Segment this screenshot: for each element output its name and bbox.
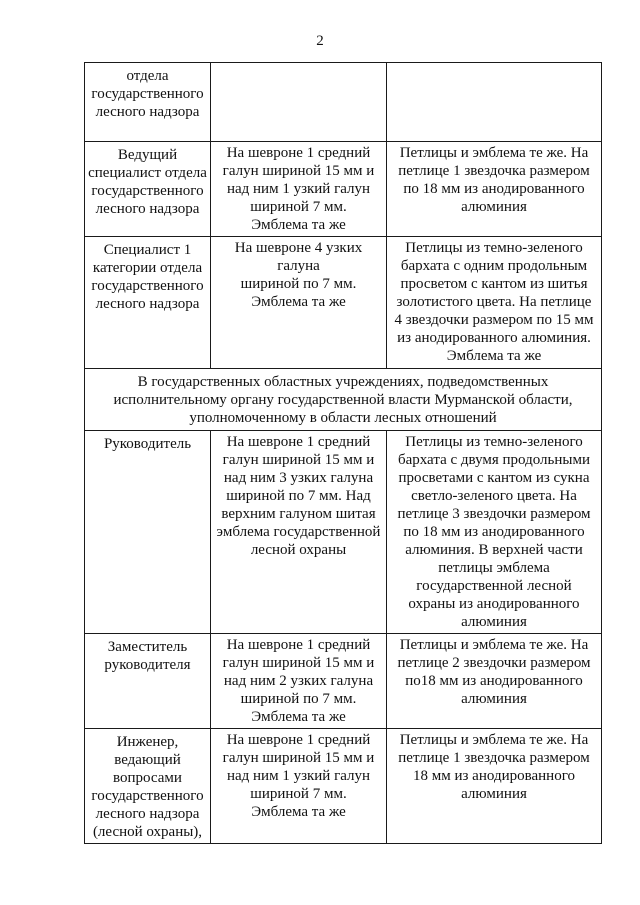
position-cell: отдела государственного лесного надзора <box>85 63 211 142</box>
insignia-table <box>84 62 602 844</box>
buttonholes-cell: Петлицы из темно-зеленого бархата с одним продольным просветом с кантом из шитья золотистого цвета. На петлице 4 звездочки размером по 15 мм из анодированного алюминия. Эмблема та же <box>387 237 602 369</box>
chevron-cell: На шевроне 4 узких галуна шириной по 7 мм. Эмблема та же <box>211 237 387 369</box>
buttonholes-cell: Петлицы и эмблема те же. На петлице 1 звездочка размером 18 мм из анодированного алюминия <box>387 729 602 844</box>
section-header-row <box>85 369 602 431</box>
table-row <box>85 729 602 844</box>
table-row <box>85 431 602 634</box>
buttonholes-cell: Петлицы и эмблема те же. На петлице 2 звездочки размером по18 мм из анодированного алюминия <box>387 634 602 729</box>
table-row <box>85 237 602 369</box>
chevron-cell: На шевроне 1 средний галун шириной 15 мм и над ним 3 узких галуна шириной по 7 мм. Над верхним галуном шитая эмблема государственной лесной охраны <box>211 431 387 634</box>
position-cell: Специалист 1 категории отдела государственного лесного надзора <box>85 237 211 369</box>
chevron-cell: На шевроне 1 средний галун шириной 15 мм и над ним 1 узкий галун шириной 7 мм. Эмблема та же <box>211 729 387 844</box>
chevron-cell <box>211 63 387 142</box>
position-cell: Ведущий специалист отдела государственного лесного надзора <box>85 142 211 237</box>
table-row <box>85 63 602 142</box>
table-row <box>85 634 602 729</box>
position-cell: Инженер, ведающий вопросами государственного лесного надзора (лесной охраны), <box>85 729 211 844</box>
buttonholes-cell: Петлицы и эмблема те же. На петлице 1 звездочка размером по 18 мм из анодированного алюминия <box>387 142 602 237</box>
buttonholes-cell <box>387 63 602 142</box>
chevron-cell: На шевроне 1 средний галун шириной 15 мм и над ним 2 узких галуна шириной по 7 мм. Эмблема та же <box>211 634 387 729</box>
section-header: В государственных областных учреждениях, подведомственных исполнительному органу государственной власти Мурманской области, уполномоченному в области лесных отношений <box>85 369 602 431</box>
buttonholes-cell: Петлицы из темно-зеленого бархата с двумя продольными просветами с кантом из сукна светло-зеленого цвета. На петлице 3 звездочки размером по 18 мм из анодированного алюминия. В верхней части петлицы эмблема государственной лесной охраны из анодированного алюминия <box>387 431 602 634</box>
position-cell: Заместитель руководителя <box>85 634 211 729</box>
position-cell: Руководитель <box>85 431 211 634</box>
chevron-cell: На шевроне 1 средний галун шириной 15 мм и над ним 1 узкий галун шириной 7 мм. Эмблема та же <box>211 142 387 237</box>
page-number: 2 <box>316 33 324 49</box>
table-row <box>85 142 602 237</box>
